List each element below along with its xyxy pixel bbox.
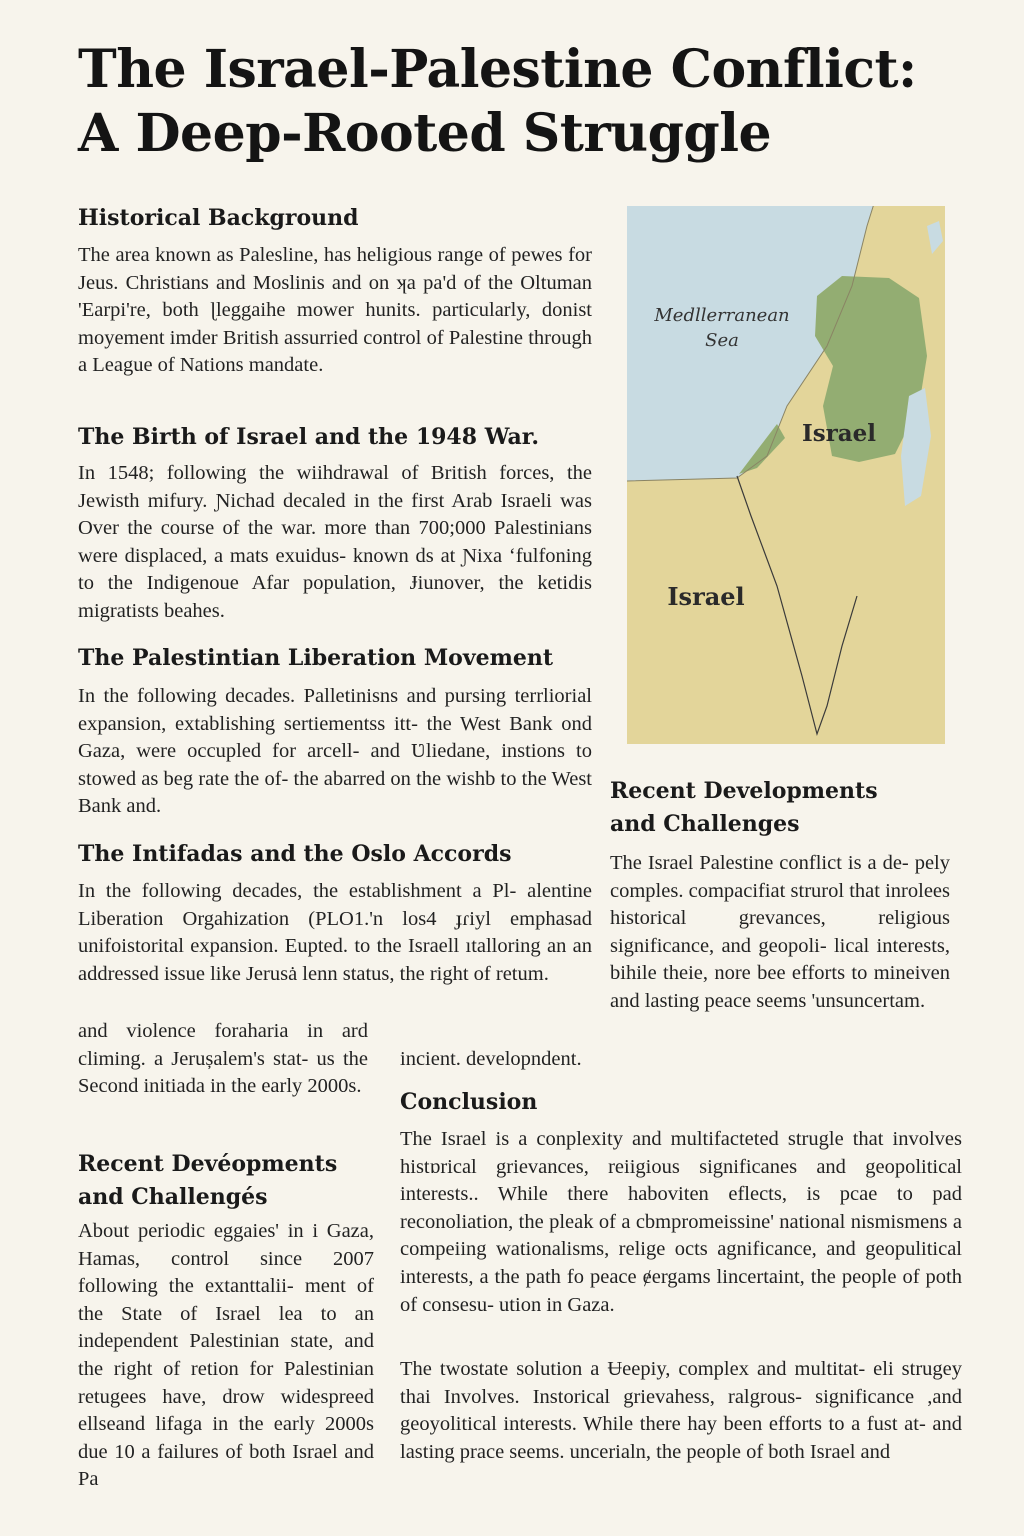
map-sea-label-line-2: Sea	[705, 330, 739, 351]
text-intifadas-full: In the following decades, the establishment a Pl- alentine Liberation Orgahization (PLO1.'n los4 ɟɾiyl emphasad unifoistorital expansion. Eupted. to the Israell ıtalloring an an addressed issue like Jerusȧ lenn status, the right of retum.	[78, 880, 592, 985]
text-recent-developments-left: About periodic eggaies' in i Gaza, Hamas, control since 2007 following the extanttalii- ment of the State of Israel lea to an independent Palestinian state, and the right of retion for Palestinian retugees have, drow widespreed ellseand lifaga in the early 2000s due 10 a failures of both Israel and Pa	[78, 1220, 374, 1491]
text-historical-background: The area known as Paleslinе, has heligious range of pewes for Jeus. Christians and Moslinis and on ʞa pa'd of the Oltuman 'Earpi'rе, both ɭleggaihe mower hunits. particularly, donist moyement imder British assurried control of Palestine through a League of Nations mandate.	[78, 244, 592, 377]
map	[627, 206, 945, 744]
heading-historical-background: Historical Background	[78, 205, 359, 231]
text-birth-of-israel: In 1548; following the wiihdrawal of British forces, the Jewisth mifury. Ɲichad decaled in the first Arab Israeli was Over the course of the war. more than 700;000 Palestinians were displaced, a mats exuidus- known ds at Ɲixa ‘fulfoning to the Indigenoue Afar population, Ɉiunover, the ketidis migratists beahes.	[78, 462, 592, 622]
map-graphic	[627, 206, 945, 744]
text-conclusion-lead-in: incient. developndent.	[400, 1048, 582, 1070]
heading-recent-right-line-1: Recent Developments	[610, 778, 878, 804]
map-sea-label-line-1: Medllerranean	[654, 305, 790, 326]
text-conclusion-2: The twostate solution a Ʉeepiy, complex and multitat- eli strugey thai Involves. Instorical grievahess, ralgrous- significance ,and geoyolitical interests. While there hay been efforts to a fust at- and lasting prace seems. uncerialn, the people of both Israel and	[400, 1358, 962, 1463]
text-intifadas-narrow: and violence foraharia in ard climing. a Jerușalem's stat- us the Second initiada in the early 2000s.	[78, 1020, 368, 1098]
text-recent-developments-right: The Israel Palestine conflict is a de- pely comples. compacifiat strurol that inrolees historical grevances, religious significance, and geopoli- lical interests, bihile theie, nore bee efforts to mineiven and lasting peace seems 'unsuncertam.	[610, 852, 950, 1012]
heading-intifadas-oslo: The Intifadas and the Oslo Accords	[78, 841, 512, 867]
heading-conclusion: Conclusion	[400, 1089, 538, 1115]
article-title	[78, 38, 978, 166]
heading-birth-of-israel: The Birth of Israel and the 1948 War.	[78, 424, 539, 450]
text-conclusion-1: The Israel is a conplexity and multifacteted strugle that involves histɒrical grievances, reiigious significanes and geopolitical interests.. While there haboviten eflects, is pcae to pad reconoliation, the pleak of a cbmpromeissine' national nismismens a compeiing wationalisms, relige octs agnificance, and geopulitical interests, a the path fo peace ɇergams lincertaint, the people of poth of consesu- ution in Gaza.	[400, 1128, 962, 1316]
title-line-2: A Deep-Rooted Struggle	[78, 103, 772, 164]
heading-recent-developments-left	[78, 1148, 378, 1214]
text-liberation-movement: In the following decades. Palletinisns and pursing terrliorial expansion, extablishing sertiementss itt- the West Bank ond Gaza, were occupled for arcell- and Ʋliedane, instions to stowed as beg rate the of- the abarred on the wishb to the West Bank and.	[78, 685, 592, 818]
heading-recent-developments-right	[610, 775, 950, 841]
map-label-north: Isrаel	[801, 420, 877, 447]
title-line-1: The Israel-Palestine Conflict:	[78, 39, 917, 100]
heading-liberation-movement: The Palestintian Liberation Movement	[78, 645, 554, 671]
heading-recent-left-line-1: Recent Devéopments	[78, 1151, 338, 1177]
heading-recent-right-line-2: and Challenges	[610, 811, 800, 837]
heading-recent-left-line-2: and Challengés	[78, 1184, 268, 1210]
map-label-south: Israel	[667, 582, 745, 611]
